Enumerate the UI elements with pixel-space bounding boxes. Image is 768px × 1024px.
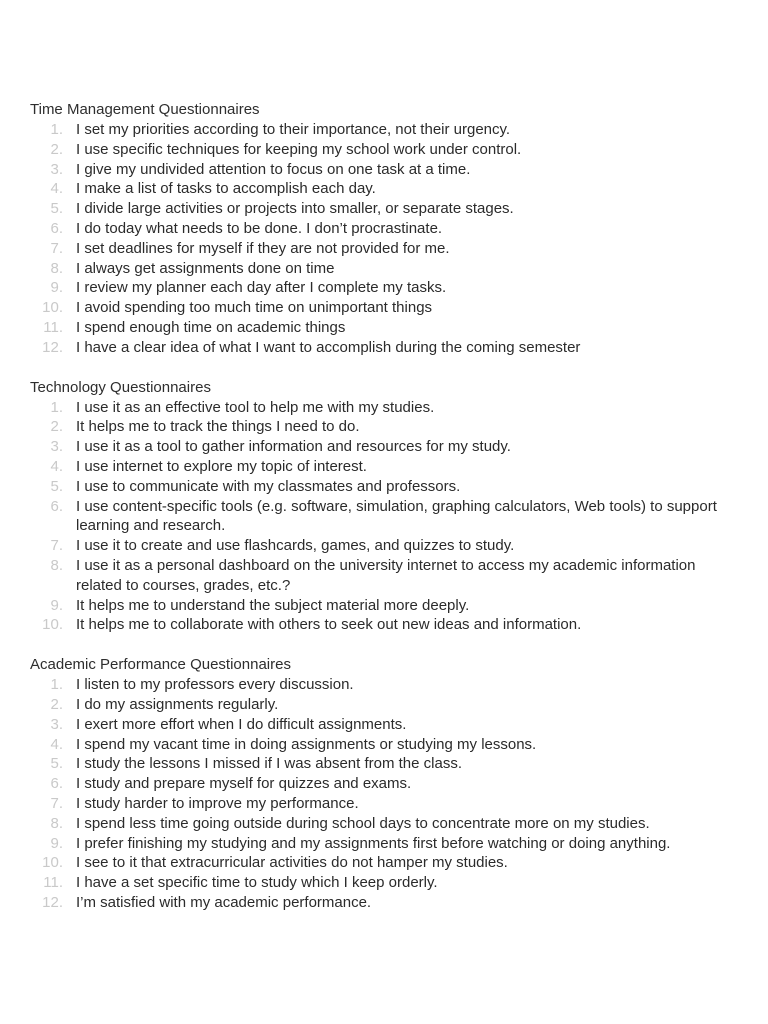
item-text: I set my priorities according to their importance, not their urgency. (76, 121, 511, 138)
list-item (30, 318, 740, 338)
item-number: 1. (50, 398, 63, 416)
academic-performance-section (30, 655, 740, 913)
list-item (30, 735, 740, 755)
item-number: 1. (50, 121, 63, 138)
list-item (30, 278, 740, 298)
item-text: I have a clear idea of what I want to accomplish during the coming semester (76, 338, 581, 356)
list-item (30, 695, 740, 715)
item-number: 5. (50, 477, 63, 495)
academic-performance-list (30, 675, 740, 913)
section-title: Technology Questionnaires (30, 378, 211, 396)
item-text: I do today what needs to be done. I don’t procrastinate. (76, 219, 443, 237)
item-text: I use specific techniques for keeping my school work under control. (76, 140, 522, 158)
list-item (30, 853, 740, 873)
item-number: 7. (50, 794, 63, 812)
item-number: 12. (42, 893, 63, 911)
list-item (30, 814, 740, 834)
item-number: 9. (50, 279, 63, 297)
item-number: 11. (43, 874, 63, 892)
item-number: 2. (50, 140, 63, 158)
item-text: I have a set specific time to study which I keep orderly. (76, 874, 438, 892)
list-item (30, 497, 740, 537)
item-text: I always get assignments done on time (76, 259, 335, 277)
item-text: I use it as an effective tool to help me with my studies. (76, 398, 435, 416)
item-text: I study the lessons I missed if I was absent from the class. (76, 755, 462, 773)
item-text: I give my undivided attention to focus on one task at a time. (76, 160, 471, 178)
list-item (30, 160, 740, 180)
document-page (30, 100, 740, 933)
item-number: 8. (50, 556, 63, 574)
item-text: I spend my vacant time in doing assignments or studying my lessons. (76, 735, 537, 753)
item-number: 5. (50, 755, 63, 773)
list-item (30, 437, 740, 457)
item-text: I spend less time going outside during school days to concentrate more on my studies. (76, 814, 650, 832)
item-text: I use it as a personal dashboard on the university internet to access my academic information related to courses, grades, etc.? (76, 556, 696, 594)
item-number: 10. (42, 854, 63, 872)
list-item (30, 873, 740, 893)
section-title: Time Management Questionnaires (30, 101, 260, 118)
list-item (30, 615, 740, 635)
item-text: I prefer finishing my studying and my assignments first before watching or doing anything. (76, 834, 671, 852)
item-number: 1. (50, 676, 63, 694)
item-text: I avoid spending too much time on unimportant things (76, 299, 433, 317)
list-item (30, 298, 740, 318)
item-number: 4. (50, 735, 63, 753)
item-text: I study harder to improve my performance. (76, 794, 359, 812)
item-number: 11. (43, 318, 63, 336)
list-item (30, 715, 740, 735)
list-item (30, 120, 740, 140)
item-number: 3. (50, 715, 63, 733)
list-item (30, 774, 740, 794)
list-item (30, 556, 740, 596)
list-item (30, 398, 740, 418)
item-text: I exert more effort when I do difficult assignments. (76, 715, 407, 733)
item-number: 4. (50, 180, 63, 198)
item-text: I use internet to explore my topic of interest. (76, 457, 367, 475)
item-text: I study and prepare myself for quizzes and exams. (76, 775, 412, 793)
time-management-section (30, 100, 740, 358)
item-number: 10. (42, 616, 63, 634)
item-number: 7. (50, 239, 63, 257)
item-number: 8. (50, 814, 63, 832)
list-item (30, 457, 740, 477)
list-item (30, 239, 740, 259)
item-text: I make a list of tasks to accomplish each day. (76, 180, 376, 198)
list-item (30, 219, 740, 239)
item-number: 9. (50, 596, 63, 614)
list-item (30, 338, 740, 358)
item-text: I divide large activities or projects into smaller, or separate stages. (76, 200, 514, 218)
list-item (30, 754, 740, 774)
list-item (30, 675, 740, 695)
item-text: It helps me to track the things I need to do. (76, 418, 360, 436)
section-title: Academic Performance Questionnaires (30, 656, 291, 674)
list-item (30, 596, 740, 616)
item-number: 8. (50, 259, 63, 277)
item-number: 7. (50, 537, 63, 555)
item-text: I use to communicate with my classmates and professors. (76, 477, 461, 495)
item-text: It helps me to collaborate with others to seek out new ideas and information. (76, 616, 582, 634)
item-text: I see to it that extracurricular activities do not hamper my studies. (76, 854, 508, 872)
item-text: I review my planner each day after I complete my tasks. (76, 279, 447, 297)
time-management-list (30, 120, 740, 358)
item-number: 6. (50, 775, 63, 793)
item-text: I’m satisfied with my academic performance. (76, 893, 372, 911)
item-number: 12. (42, 338, 63, 356)
item-text: I use it as a tool to gather information and resources for my study. (76, 438, 511, 456)
item-number: 9. (50, 834, 63, 852)
list-item (30, 536, 740, 556)
list-item (30, 417, 740, 437)
item-text: I set deadlines for myself if they are not provided for me. (76, 239, 450, 257)
item-text: I listen to my professors every discussion. (76, 676, 354, 694)
list-item (30, 259, 740, 279)
item-number: 3. (50, 160, 63, 178)
item-number: 4. (50, 457, 63, 475)
item-number: 2. (50, 418, 63, 436)
list-item (30, 794, 740, 814)
item-number: 6. (50, 219, 63, 237)
list-item (30, 893, 740, 913)
item-text: I use it to create and use flashcards, games, and quizzes to study. (76, 537, 515, 555)
item-text: I spend enough time on academic things (76, 318, 346, 336)
item-number: 6. (50, 497, 63, 515)
item-number: 10. (42, 299, 63, 317)
item-text: I use content-specific tools (e.g. software, simulation, graphing calculators, Web tools) to support learning and research. (76, 497, 717, 535)
list-item (30, 179, 740, 199)
item-number: 3. (50, 438, 63, 456)
item-text: I do my assignments regularly. (76, 695, 279, 713)
list-item (30, 477, 740, 497)
item-number: 5. (50, 200, 63, 218)
technology-list (30, 398, 740, 636)
item-number: 2. (50, 695, 63, 713)
list-item (30, 140, 740, 160)
technology-section (30, 378, 740, 636)
list-item (30, 199, 740, 219)
list-item (30, 834, 740, 854)
item-text: It helps me to understand the subject material more deeply. (76, 596, 470, 614)
